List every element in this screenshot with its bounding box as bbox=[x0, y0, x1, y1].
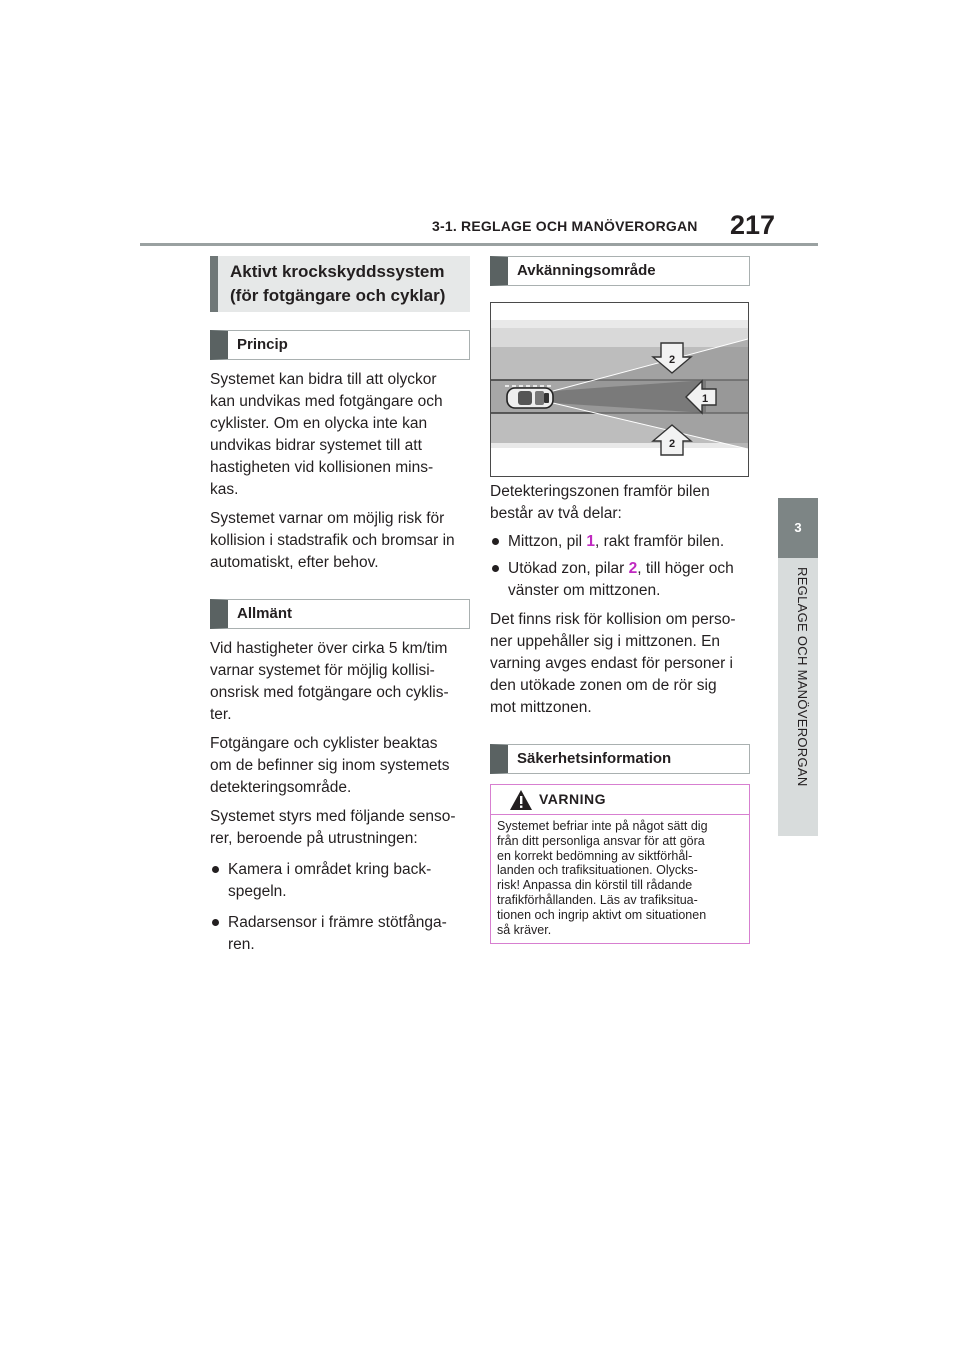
right-column bbox=[490, 256, 750, 944]
text-line: Detekteringszonen framför bilen bbox=[490, 483, 710, 500]
text-line: vänster om mittzonen. bbox=[508, 582, 661, 599]
princip-paragraph-2 bbox=[210, 508, 470, 574]
chapter-label: REGLAGE OCH MANÖVERORGAN bbox=[795, 567, 810, 787]
text-line: så kräver. bbox=[497, 922, 552, 937]
text-line bbox=[508, 531, 750, 553]
text-line: Fotgängare och cyklister beaktas bbox=[210, 735, 438, 752]
text-line: kan undvikas med fotgängare och bbox=[210, 393, 443, 410]
text-line: trafikförhållanden. Läs av trafiksitua- bbox=[497, 892, 698, 907]
warning-title: VARNING bbox=[539, 791, 607, 807]
detection-zone-diagram bbox=[490, 302, 749, 477]
text-line: varning avges endast för personer i bbox=[490, 655, 733, 672]
text-line: från ditt personliga ansvar för att göra bbox=[497, 833, 705, 848]
arrow-number: 2 bbox=[628, 560, 638, 577]
text-line: spegeln. bbox=[228, 883, 287, 900]
sensor-bullet-camera bbox=[210, 859, 470, 903]
text-line: ren. bbox=[228, 936, 255, 953]
text-line: Systemet styrs med följande senso- bbox=[210, 808, 456, 825]
text-line: Det finns risk för kollision om perso- bbox=[490, 611, 736, 628]
bullet-text: , rakt framför bilen. bbox=[595, 533, 725, 550]
header-rule bbox=[140, 243, 818, 246]
text-line: ter. bbox=[210, 706, 232, 723]
text-line: Systemet befriar inte på något sätt dig bbox=[497, 819, 708, 833]
zone-bullet-center bbox=[490, 531, 750, 553]
text-line: en korrekt bedömning av siktförhål- bbox=[497, 848, 693, 863]
label-arrow-mid: 1 bbox=[701, 393, 709, 405]
safety-heading: Säkerhetsinformation bbox=[490, 744, 750, 774]
bullet-text: Utökad zon, pilar bbox=[508, 560, 629, 577]
warning-header bbox=[491, 785, 749, 815]
detection-heading: Avkänningsområde bbox=[490, 256, 750, 286]
label-arrow-top: 2 bbox=[668, 354, 676, 366]
detection-zone-illustration bbox=[491, 303, 748, 476]
text-line: Radarsensor i främre stötfånga- bbox=[228, 914, 447, 931]
left-column bbox=[210, 256, 470, 956]
allmant-heading: Allmänt bbox=[210, 599, 470, 629]
text-line: cyklister. Om en olycka inte kan bbox=[210, 415, 428, 432]
warning-text bbox=[491, 815, 749, 943]
warning-triangle-icon bbox=[509, 789, 533, 811]
text-line: rer, beroende på utrustningen: bbox=[210, 830, 418, 847]
car-icon bbox=[507, 388, 553, 408]
text-line: Vid hastigheter över cirka 5 km/tim bbox=[210, 640, 448, 657]
title-line-2: (för fotgängare och cyklar) bbox=[230, 286, 446, 305]
text-line: om de befinner sig inom systemets bbox=[210, 757, 450, 774]
allmant-paragraph-1 bbox=[210, 638, 470, 726]
allmant-paragraph-2 bbox=[210, 733, 470, 799]
chapter-tab: 3 bbox=[778, 498, 818, 558]
text-line: risk! Anpassa din körstil till rådande bbox=[497, 878, 693, 893]
text-line: Kamera i området kring back- bbox=[228, 861, 432, 878]
princip-heading: Princip bbox=[210, 330, 470, 360]
collision-paragraph bbox=[490, 609, 750, 719]
sensor-bullet-radar bbox=[210, 912, 470, 956]
text-line bbox=[508, 558, 750, 580]
text-line: detekteringsområde. bbox=[210, 779, 352, 796]
text-line: består av två delar: bbox=[490, 505, 622, 522]
bullet-text: , till höger och bbox=[637, 560, 734, 577]
text-line: onsrisk med fotgängare och cyklis- bbox=[210, 684, 449, 701]
section-title: 3-1. REGLAGE OCH MANÖVERORGAN bbox=[432, 218, 698, 234]
warning-box bbox=[490, 784, 750, 944]
text-line: mot mittzonen. bbox=[490, 699, 592, 716]
text-line: den utökade zonen om de rör sig bbox=[490, 677, 717, 694]
page-number: 217 bbox=[730, 210, 776, 240]
text-line: landen och trafiksituationen. Olycks- bbox=[497, 863, 698, 878]
text-line: Systemet varnar om möjlig risk för bbox=[210, 510, 445, 527]
page-header bbox=[0, 0, 960, 250]
text-line: kollision i stadstrafik och bromsar in bbox=[210, 532, 455, 549]
section-title-box bbox=[210, 256, 470, 312]
arrow-number: 1 bbox=[586, 533, 596, 550]
text-line: ner uppehåller sig i mittzonen. En bbox=[490, 633, 721, 650]
detection-intro bbox=[490, 481, 750, 525]
title-line-1: Aktivt krockskyddssystem bbox=[230, 262, 445, 281]
text-line: undvikas bidrar systemet till att bbox=[210, 437, 422, 454]
allmant-paragraph-3 bbox=[210, 806, 470, 850]
text-line: hastigheten vid kollisionen mins- bbox=[210, 459, 434, 476]
text-line: Systemet kan bidra till att olyckor bbox=[210, 371, 437, 388]
text-line: automatiskt, efter behov. bbox=[210, 554, 379, 571]
road-shoulder-top bbox=[491, 320, 748, 328]
text-line: tionen och ingrip aktivt om situationen bbox=[497, 907, 707, 922]
princip-paragraph-1 bbox=[210, 369, 470, 501]
label-arrow-bottom: 2 bbox=[668, 438, 676, 450]
text-line: varnar systemet för möjlig kollisi- bbox=[210, 662, 435, 679]
bullet-text: Mittzon, pil bbox=[508, 533, 587, 550]
text-line: kas. bbox=[210, 481, 239, 498]
zone-bullet-extended bbox=[490, 558, 750, 602]
